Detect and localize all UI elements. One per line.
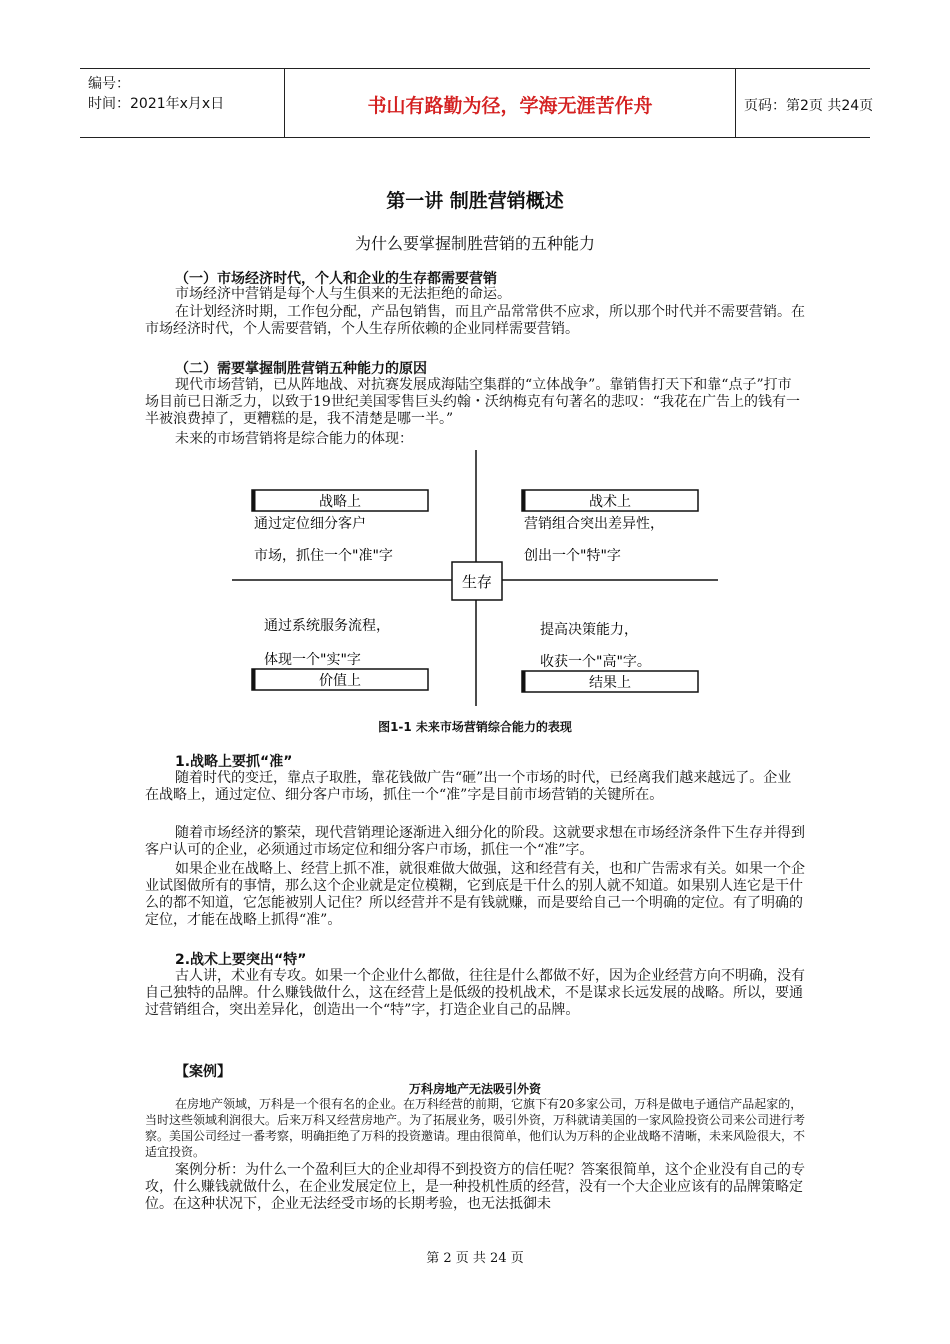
diagram-result-line-2: 收获一个"高"字。	[540, 654, 651, 670]
diagram-tactics-line-1: 营销组合突出差异性，	[524, 516, 664, 532]
case-title: 万科房地产无法吸引外资	[408, 1082, 541, 1096]
page-footer: 第 2 页 共 24 页	[426, 1251, 524, 1266]
diagram-result-line-1: 提高决策能力，	[540, 622, 638, 638]
header-motto-cell	[284, 69, 736, 137]
figure-caption: 图1-1 未来市场营销综合能力的表现	[378, 720, 572, 734]
capability-diagram	[230, 448, 720, 708]
diagram-value-line-2: 体现一个"实"字	[264, 652, 361, 668]
header-page-info: 页码：第2页 共24页	[744, 98, 874, 114]
diagram-value-line-1: 通过系统服务流程，	[264, 618, 390, 634]
chapter-subtitle: 为什么要掌握制胜营销的五种能力	[354, 234, 595, 253]
diagram-center-label: 生存	[461, 573, 493, 591]
part-1-paragraph-1: 随着时代的变迁，靠点子取胜，靠花钱做广告“砸”出一个市场的时代，已经离我们越来越远了。企业在战略上，通过定位、细分客户市场，抓住一个“准”字是目前市场营销的关键所在。	[145, 770, 792, 803]
diagram-value-label: 价值上	[319, 673, 361, 689]
case-label: 【案例】	[175, 1064, 231, 1080]
chapter-title: 第一讲 制胜营销概述	[386, 190, 564, 212]
page-header	[80, 68, 874, 138]
diagram-tactics-label: 战术上	[589, 494, 631, 510]
diagram-strategy-line-1: 通过定位细分客户	[254, 516, 366, 532]
header-left-cell	[80, 69, 284, 137]
document-number-label: 编号：	[88, 76, 130, 92]
case-analysis: 案例分析：为什么一个盈利巨大的企业却得不到投资方的信任呢？答案很简单，这个企业没有自己的专攻，什么赚钱就做什么，在企业发展定位上，是一种投机性质的经营，没有一个大企业应该有的品牌策略定位。在这种状况下，企业无法经受市场的长期考验，也无法抵御未	[145, 1162, 805, 1212]
section-2-heading: （二）需要掌握制胜营销五种能力的原因	[175, 361, 427, 377]
section-1-paragraph-2: 在计划经济时期，工作包分配，产品包销售，而且产品常常供不应求，所以那个时代并不需要营销。在市场经济时代，个人需要营销，个人生存所依赖的企业同样需要营销。	[145, 304, 805, 337]
section-2-paragraph-2: 未来的市场营销将是综合能力的体现：	[175, 431, 413, 447]
part-1-paragraph-2: 随着市场经济的繁荣，现代营销理论逐渐进入细分化的阶段。这就要求想在市场经济条件下生存并得到客户认可的企业，必须通过市场定位和细分客户市场，抓住一个“准”字。	[145, 825, 805, 858]
header-page-cell	[734, 69, 874, 137]
section-2-paragraph-1: 现代市场营销，已从阵地战、对抗赛发展成海陆空集群的“立体战争”。靠销售打天下和靠“点子”打市场目前已日渐乏力，以致于19世纪美国零售巨头约翰・沃纳梅克有句著名的悲叹：“我花在广告上的钱有一半被浪费掉了，更糟糕的是，我不清楚是哪一半。”	[145, 377, 800, 427]
case-text: 在房地产领域，万科是一个很有名的企业。在万科经营的前期，它旗下有20多家公司，万科是做电子通信产品起家的，当时这些领域利润很大。后来万科又经营房地产。为了拓展业务，吸引外资，万科就请美国的一家风险投资公司来公司进行考察。美国公司经过一番考察，明确拒绝了万科的投资邀请。理由很简单，他们认为万科的企业战略不清晰，未来风险很大，不适宜投资。	[145, 1097, 806, 1159]
section-1-paragraph-1: 市场经济中营销是每个人与生俱来的无法拒绝的命运。	[175, 286, 511, 302]
part-2-heading: 2.战术上要突出“特”	[175, 952, 307, 968]
section-1-heading: （一）市场经济时代，个人和企业的生存都需要营销	[175, 271, 497, 287]
diagram-tactics-line-2: 创出一个"特"字	[524, 548, 621, 564]
diagram-strategy-line-2: 市场，抓住一个"准"字	[254, 548, 393, 564]
diagram-result-label: 结果上	[589, 675, 631, 691]
header-motto: 书山有路勤为径，学海无涯苦作舟	[367, 95, 653, 117]
part-1-paragraph-3: 如果企业在战略上、经营上抓不准，就很难做大做强，这和经营有关，也和广告需求有关。如果一个企业试图做所有的事情，那么这个企业就是定位模糊，它到底是干什么的别人就不知道。如果别人连它是干什么的都不知道，它怎能被别人记住？所以经营并不是有钱就赚，而是要给自己一个明确的定位。有了明确的定位，才能在战略上抓得“准”。	[145, 861, 805, 928]
part-2-paragraph-1: 古人讲，术业有专攻。如果一个企业什么都做，往往是什么都做不好，因为企业经营方向不明确，没有自己独特的品牌。什么赚钱做什么，这在经营上是低级的投机战术，不是谋求长远发展的战略。所以，要通过营销组合，突出差异化，创造出一个“特”字，打造企业自己的品牌。	[145, 968, 805, 1018]
diagram-strategy-label: 战略上	[319, 494, 361, 510]
part-1-heading: 1.战略上要抓“准”	[175, 754, 293, 770]
document-date: 时间：2021年x月x日	[88, 96, 225, 112]
